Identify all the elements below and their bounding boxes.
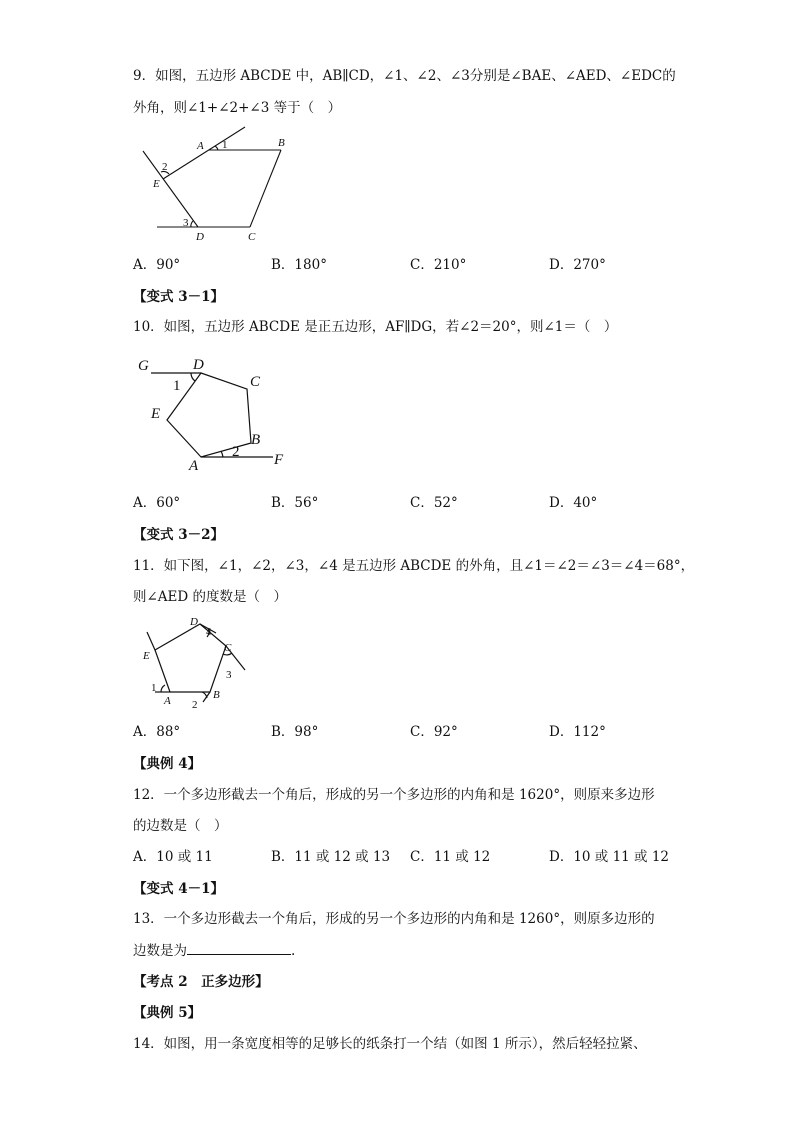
q11-arc-1 (161, 685, 165, 692)
q11-label-e: E (143, 650, 150, 662)
section-heading-variant-3-1: 【变式 3－1】 (133, 289, 224, 305)
q9-option-d[interactable]: D．270° (549, 257, 606, 273)
q11-figure (133, 612, 258, 712)
q10-label-c: C (250, 374, 261, 390)
q9-text-line2: 外角，则∠1+∠2+∠3 等于（ ） (133, 100, 342, 116)
q10-arc-2 (221, 451, 223, 457)
q11-pentagon (155, 624, 226, 692)
q10-label-angle-2: 2 (232, 444, 240, 460)
q12-option-c[interactable]: C．11 或 12 (410, 849, 491, 865)
q10-option-b[interactable]: B．56° (271, 495, 319, 511)
q11-option-d[interactable]: D．112° (549, 724, 606, 740)
q11-label-angle-1: 1 (151, 682, 157, 694)
section-heading-example-4: 【典例 4】 (133, 756, 202, 772)
q13-text-line1: 13．一个多边形截去一个角后，形成的另一个多边形的内角和是 1260°，则原多边形的 (133, 911, 655, 927)
q10-figure (133, 350, 293, 475)
section-heading-variant-3-2: 【变式 3－2】 (133, 527, 224, 543)
q11-label-angle-4: 4 (206, 626, 212, 638)
q10-text-line1: 10．如图，五边形 ABCDE 是正五边形，AF∥DG，若∠2＝20°，则∠1＝（ ） (133, 319, 618, 335)
q9-edge-ea-extended (163, 127, 245, 179)
q9-text-line1: 9．如图，五边形 ABCDE 中，AB∥CD，∠1、∠2、∠3分别是∠BAE、∠AED、∠EDC的 (133, 68, 676, 84)
q11-text-line2: 则∠AED 的度数是（ ） (133, 589, 288, 605)
q12-option-a[interactable]: A．10 或 11 (133, 849, 213, 865)
q9-label-d: D (196, 231, 204, 243)
q10-label-g: G (138, 358, 149, 374)
q13-answer-blank[interactable] (187, 941, 291, 955)
q11-ext-e (147, 632, 155, 650)
q10-option-c[interactable]: C．52° (410, 495, 458, 511)
q9-arc-3 (191, 221, 193, 227)
section-heading-variant-4-1: 【变式 4－1】 (133, 881, 224, 897)
q13-text-suffix: . (291, 943, 296, 959)
q9-label-b: B (278, 137, 285, 149)
q10-option-d[interactable]: D．40° (549, 495, 598, 511)
q14-text-line1: 14．如图，用一条宽度相等的足够长的纸条打一个结（如图 1 所示），然后轻轻拉紧、 (133, 1036, 647, 1052)
q9-label-angle-3: 3 (183, 217, 189, 229)
q9-label-a: A (197, 140, 204, 152)
q10-label-e: E (151, 406, 161, 422)
section-heading-topic-2: 【考点 2 正多边形】 (133, 974, 269, 990)
q10-label-angle-1: 1 (173, 378, 181, 394)
q9-option-a[interactable]: A．90° (133, 257, 181, 273)
q9-option-c[interactable]: C．210° (410, 257, 467, 273)
q10-label-f: F (274, 452, 284, 468)
q9-arc-1 (215, 146, 218, 150)
q11-label-angle-3: 3 (226, 669, 232, 681)
q9-label-c: C (248, 231, 256, 243)
q12-text-line2: 的边数是（ ） (133, 818, 228, 834)
q11-label-c: C (224, 642, 232, 654)
q11-label-angle-2: 2 (192, 699, 198, 711)
q10-option-a[interactable]: A．60° (133, 495, 181, 511)
q11-label-d: D (190, 616, 198, 628)
q11-option-c[interactable]: C．92° (410, 724, 458, 740)
q12-option-b[interactable]: B．11 或 12 或 13 (271, 849, 391, 865)
q11-option-a[interactable]: A．88° (133, 724, 181, 740)
q13-text-prefix: 边数是为 (133, 943, 187, 959)
section-heading-example-5: 【典例 5】 (133, 1005, 202, 1021)
q9-edge-bc (250, 150, 281, 227)
q9-label-angle-2: 2 (162, 161, 168, 173)
q11-option-b[interactable]: B．98° (271, 724, 319, 740)
q9-label-angle-1: 1 (222, 139, 228, 151)
q9-figure (133, 122, 293, 244)
q12-option-d[interactable]: D．10 或 11 或 12 (549, 849, 670, 865)
q13-text-line2 (133, 941, 295, 960)
q10-label-b: B (251, 432, 261, 448)
q10-arc-1 (191, 373, 195, 381)
q11-arc-2 (202, 692, 207, 698)
q11-label-b: B (213, 689, 220, 701)
q11-text-line1: 11．如下图，∠1，∠2，∠3，∠4 是五边形 ABCDE 的外角，且∠1＝∠2＝∠3＝∠4＝68°， (133, 558, 695, 574)
q10-label-a: A (189, 458, 199, 474)
q11-label-a: A (164, 695, 171, 707)
q9-label-e: E (153, 178, 160, 190)
q12-text-line1: 12．一个多边形截去一个角后，形成的另一个多边形的内角和是 1620°，则原来多边形 (133, 787, 655, 803)
q9-option-b[interactable]: B．180° (271, 257, 327, 273)
q10-label-d: D (193, 357, 204, 373)
